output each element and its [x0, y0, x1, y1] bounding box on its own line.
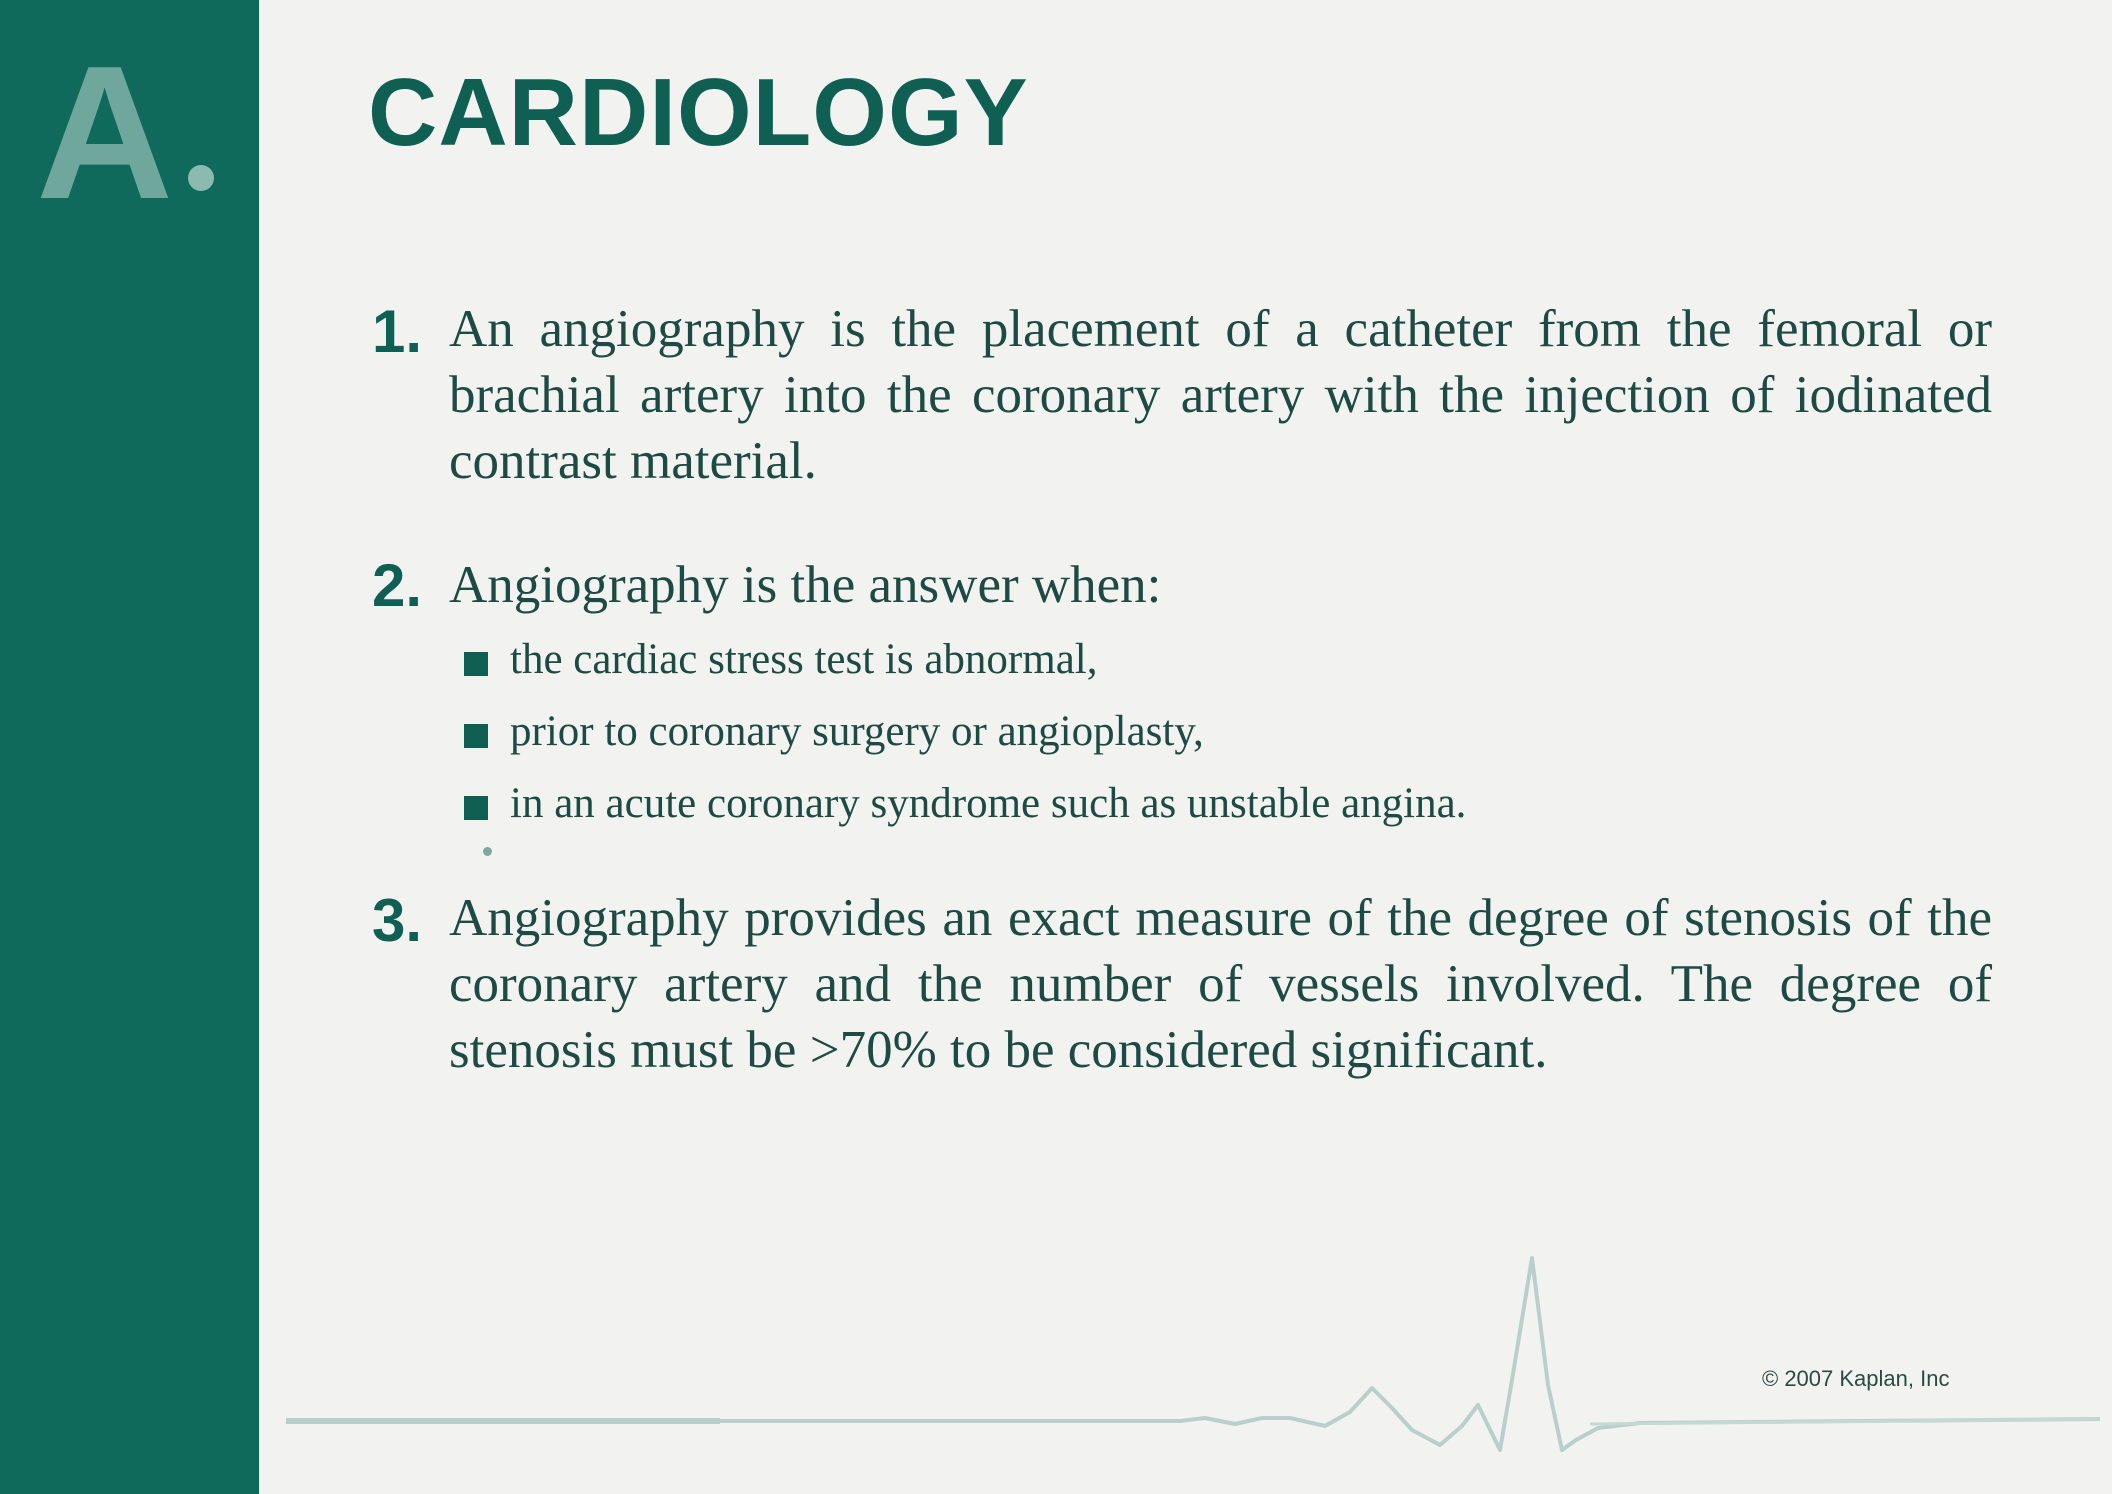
- item-text: An angiography is the placement of a catheter from the femoral or brachial artery into the coronary artery with the injection of iodinated contrast material.: [449, 300, 1992, 490]
- section-letter: A: [36, 27, 170, 239]
- copyright-notice: © 2007 Kaplan, Inc: [1762, 1366, 1950, 1391]
- item-number: 3.: [372, 887, 423, 954]
- item-number: 2.: [372, 552, 423, 619]
- page-title: CARDIOLOGY: [368, 59, 1029, 166]
- bullet-text: prior to coronary surgery or angioplasty,: [510, 708, 1204, 755]
- item-number: 1.: [372, 298, 423, 365]
- item-text: Angiography provides an exact measure of the degree of stenosis of the coronary artery and the number of vessels involved. The degree of stenosis must be >70% to be considered significant.: [449, 889, 1992, 1079]
- item-text: Angiography is the answer when:: [449, 556, 1162, 614]
- bullet-text: in an acute coronary syndrome such as unstable angina.: [510, 780, 1467, 827]
- bullet-text: the cardiac stress test is abnormal,: [510, 636, 1098, 683]
